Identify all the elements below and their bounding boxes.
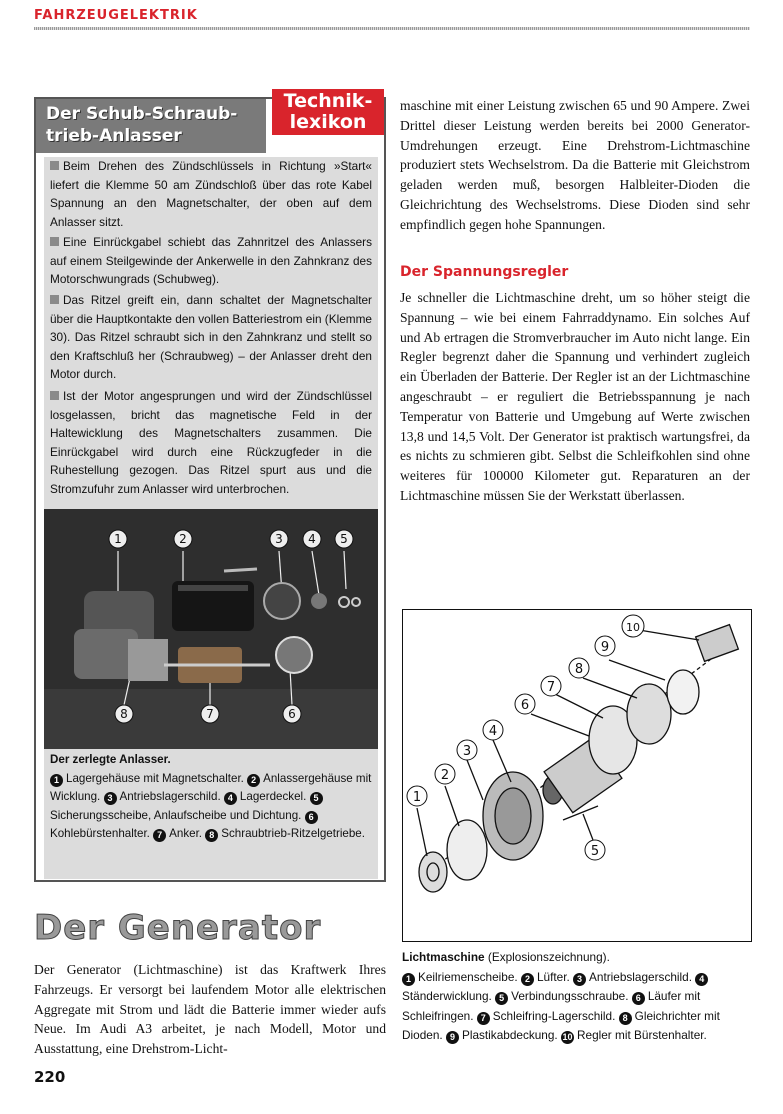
number-badge-icon: 4 (224, 792, 237, 805)
sidebar-paragraph: Das Ritzel greift ein, dann schaltet der Magnetschalter über die Hauptkontakte den vollen Batteriestrom ein (Klemme 30). Das Ritzel schraubt sich in den Zahnkranz und stellt so den Kraftschluß her (Schraubweg) – der Anlasser dreht den Motor durch. (50, 293, 372, 382)
photo-label: 3 (275, 532, 283, 546)
figure-label: 10 (626, 621, 640, 634)
technik-lexikon-box (34, 90, 386, 882)
generator-intro: Der Generator (Lichtmaschine) ist das Kraftwerk Ihres Fahrzeugs. Er versorgt bei laufendem Motor alle elektrischen Aggregate mit Strom und lädt die Batterie immer wieder aufs Neue. Im Audi A3 arbeitet, je nach Modell, Motor und Ausstattung, eine Drehstrom-Licht- (34, 962, 386, 1057)
regler-text: Je schneller die Lichtmaschine dreht, um so höher steigt die Spannung – wie bei einem Fahrraddynamo. Ein solches Auf und Ab ertragen die Stromverbraucher im Auto nicht lange. Ein Regler begrenzt daher die Spannung und verhindert zugleich ein Überladen der Batterie. Der Regler ist an der Lichtmaschine angeschraubt – er reguliert die Betriebsspannung je nach Temperatur von Batterie und Umgebung auf Werte zwischen 13,8 und 14,5 Volt. Der Generator ist praktisch wartungsfrei, da es nichts zu schmieren gibt. Selbst die Schleifkohlen sind ohne weiteres für 100000 Kilometer gut. Reparaturen an der Lichtmaschine müssen Sie der Werkstatt überlassen. (400, 290, 750, 503)
sidebar-title-line2: trieb-Anlasser (46, 126, 182, 146)
disassembled-starter-image (44, 509, 378, 749)
figure-label: 3 (462, 744, 472, 759)
number-badge-icon: 1 (402, 973, 415, 986)
number-badge-icon: 2 (247, 774, 260, 787)
sidebar-paragraph: Beim Drehen des Zündschlüssels in Richtung »Start« liefert die Klemme 50 am Zündschloß über das rote Kabel Spannung an den Magnetschalter, der oben auf dem Anlasser sitzt. (50, 159, 372, 229)
page-number: 220 (34, 1068, 66, 1086)
figure-label: 1 (412, 790, 422, 805)
figure-caption-title: Lichtmaschine (402, 950, 485, 964)
caption-text: 1 Lagergehäuse mit Magnetschalter. 2 Anlassergehäuse mit Wicklung. 3 Antriebslagerschild. 4 Lagerdeckel. 5Sicherungsscheibe, Anlaufscheibe und Dichtung. 6Kohlebürstenhalter. 7 Anker. 8 Schraubtrieb-Ritzelgetriebe. (50, 771, 372, 841)
photo-label: 2 (179, 532, 187, 546)
number-badge-icon: 7 (153, 829, 166, 842)
photo-label: 6 (288, 707, 296, 721)
sidebar-title-line1: Der Schub-Schraub- (46, 104, 238, 124)
badge-line2: lexikon (289, 111, 367, 133)
alternator-exploded-drawing (403, 610, 751, 941)
figure-label: 8 (574, 662, 584, 677)
number-badge-icon: 6 (632, 992, 645, 1005)
figure-label: 2 (440, 768, 450, 783)
figure-label: 4 (488, 724, 498, 739)
alternator-caption: Lichtmaschine (Explosionszeichnung). 1 Keilriemenscheibe. 2 Lüfter. 3 Antriebslagerschild. 4Ständerwicklung. 5 Verbindungsschraube. 6 Läufer mit Schleifringen. 7 Schleifring-Lagerschild. 8 Gleichrichter mit Dioden. 9 Plastikabdeckung. 10 Regler mit Bürstenhalter. (402, 950, 720, 1043)
number-badge-icon: 3 (573, 973, 586, 986)
sidebar-paragraph: Eine Einrückgabel schiebt das Zahnritzel des Anlassers auf einem Steilgewinde der Ankerwelle in den Zahnkranz des Motorschwungrads (Schubweg). (50, 235, 372, 287)
bullet-square-icon (50, 237, 59, 246)
figure-label: 7 (546, 680, 556, 695)
caption-title: Der zerlegte Anlasser. (50, 753, 171, 766)
photo-label: 5 (340, 532, 348, 546)
sidebar-body (44, 157, 378, 539)
sidebar-paragraph: Ist der Motor angesprungen und wird der Zündschlüssel losgelassen, bricht das magnetische Feld in der Haltewicklung des Magnetschalters zusammen. Die Einrückgabel wird durch eine Rückzugfeder in die Ruhestellung gezogen. Das Ritzel spurt aus und die Stromzufuhr zum Anlasser wird unterbrochen. (50, 389, 372, 496)
sidebar-title (46, 103, 276, 147)
bullet-square-icon (50, 161, 59, 170)
number-badge-icon: 5 (495, 992, 508, 1005)
number-badge-icon: 1 (50, 774, 63, 787)
section-header: FAHRZEUGELEKTRIK (34, 8, 198, 23)
number-badge-icon: 3 (104, 792, 117, 805)
photo-label: 8 (120, 707, 128, 721)
photo-label: 7 (206, 707, 214, 721)
figure-label: 5 (590, 844, 600, 859)
sidebar-title-bar (36, 99, 266, 153)
number-badge-icon: 10 (562, 1032, 573, 1043)
starter-photo (44, 509, 378, 749)
number-badge-icon: 5 (310, 792, 323, 805)
technik-lexikon-badge (272, 89, 384, 135)
photo-label: 4 (308, 532, 316, 546)
number-badge-icon: 2 (521, 973, 534, 986)
figure-caption-subtitle: (Explosionszeichnung). (487, 950, 610, 964)
figure-label: 9 (600, 640, 610, 655)
figure-label: 6 (520, 698, 530, 713)
alternator-exploded-figure (402, 609, 752, 942)
starter-caption (44, 749, 378, 879)
generator-text-continued: maschine mit einer Leistung zwischen 65 und 90 Ampere. Zwei Drittel dieser Leistung werden bereits bei 2000 Generator-Umdrehungen erzeugt. Eine Drehstrom-Lichtmaschine produziert stets Wechselstrom. Da die Batterie mit Gleichstrom geladen werden muß, besorgen Halbleiter-Dioden die Gleichrichtung des Wechselstroms. Diese Dioden sind sehr empfindlich gegen hohe Spannungen. (400, 98, 750, 232)
bullet-square-icon (50, 391, 59, 400)
number-badge-icon: 6 (305, 811, 318, 824)
subheading-spannungsregler: Der Spannungsregler (400, 264, 569, 280)
photo-label: 1 (114, 532, 122, 546)
header-rule (34, 27, 750, 30)
badge-line1: Technik- (283, 90, 373, 112)
number-badge-icon: 8 (205, 829, 218, 842)
number-badge-icon: 8 (619, 1012, 632, 1025)
bullet-square-icon (50, 295, 59, 304)
number-badge-icon: 9 (446, 1031, 459, 1044)
number-badge-icon: 4 (695, 973, 708, 986)
number-badge-icon: 7 (477, 1012, 490, 1025)
page-heading: Der Generator (34, 908, 322, 948)
